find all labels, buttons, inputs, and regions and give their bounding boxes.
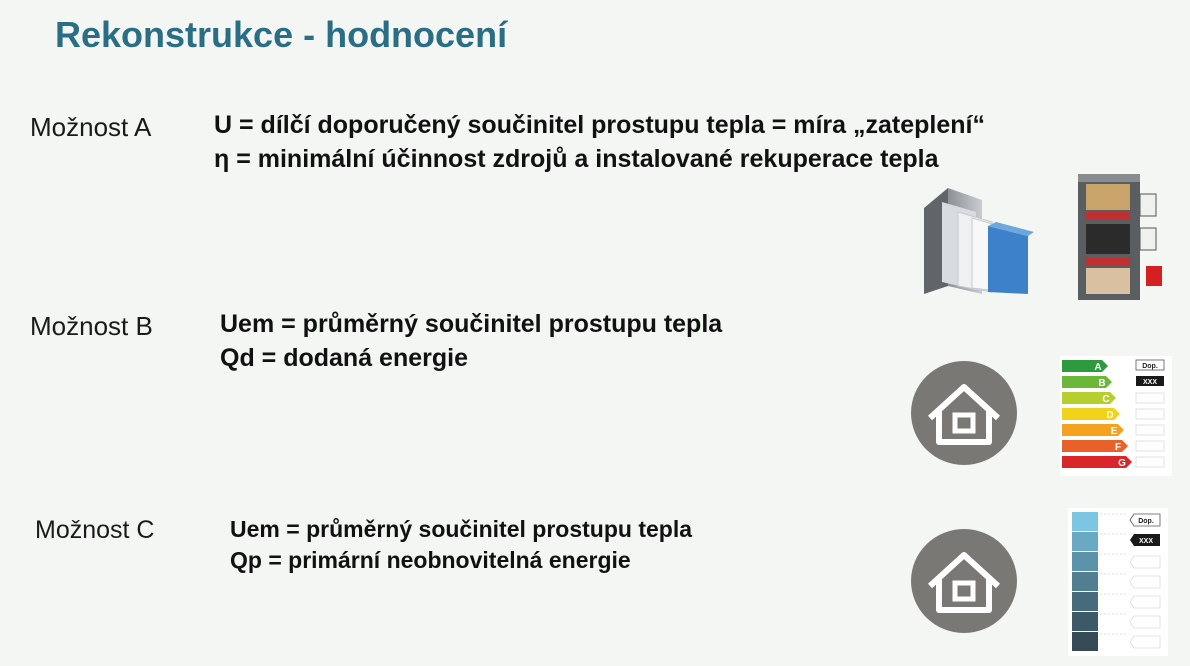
option-a-line-1: U = dílčí doporučený součinitel prostupu tepla = míra „zateplení“ <box>214 111 985 139</box>
scale-slot <box>1130 556 1160 568</box>
scale-slot <box>1130 636 1160 648</box>
scale-marker-dop-text: Dop. <box>1138 518 1154 525</box>
energy-class-letter-c: C <box>1102 394 1110 405</box>
energy-class-slot-f <box>1136 441 1164 451</box>
option-a-definition <box>214 109 985 177</box>
option-c-label: Možnost C <box>35 516 155 544</box>
option-b-line-2: Qd = dodaná energie <box>220 343 468 372</box>
scale-marker-xxx-text: XXX <box>1138 538 1154 545</box>
option-b-line-1: Uem = průměrný součinitel prostupu tepla <box>220 310 723 338</box>
scale-segment <box>1072 612 1098 631</box>
scale-segment <box>1072 592 1098 611</box>
option-a-line-2: η = minimální účinnost zdrojů a instalované rekuperace tepla <box>214 144 939 173</box>
energy-class-letter-e: E <box>1110 426 1118 437</box>
energy-class-letter-b: B <box>1098 378 1106 389</box>
energy-label-marker-dop-text: Dop. <box>1142 363 1158 370</box>
energy-class-letter-d: D <box>1106 410 1114 421</box>
option-b-label: Možnost B <box>30 311 153 341</box>
insulation-panel-icon <box>918 182 1058 294</box>
scale-segment <box>1072 572 1098 591</box>
energy-scale <box>1068 508 1168 656</box>
page-title: Rekonstrukce - hodnocení <box>55 14 508 55</box>
scale-segment <box>1072 632 1098 651</box>
option-c-definition <box>230 514 692 576</box>
scale-segment <box>1072 552 1098 571</box>
energy-class-slot-e <box>1136 425 1164 435</box>
scale-slot <box>1130 616 1160 628</box>
energy-class-slot-c <box>1136 393 1164 403</box>
house-icon-c <box>910 528 1018 634</box>
scale-segment <box>1072 512 1098 531</box>
boiler-icon <box>1072 168 1168 304</box>
option-a-label: Možnost A <box>30 112 152 142</box>
energy-label-marker-xxx-text: XXX <box>1142 379 1158 386</box>
scale-slot <box>1130 576 1160 588</box>
scale-slot <box>1130 596 1160 608</box>
option-c-line-1: Uem = průměrný součinitel prostupu tepla <box>230 516 692 542</box>
energy-class-slot-d <box>1136 409 1164 419</box>
energy-class-letter-f: F <box>1114 442 1122 453</box>
energy-class-letter-g: G <box>1118 458 1126 469</box>
option-c-line-2: Qp = primární neobnovitelná energie <box>230 547 631 574</box>
energy-class-letter-a: A <box>1094 362 1102 373</box>
house-icon <box>910 360 1018 466</box>
energy-class-slot-g <box>1136 457 1164 467</box>
option-b-definition <box>220 308 722 376</box>
scale-segment <box>1072 532 1098 551</box>
energy-label <box>1060 356 1172 476</box>
